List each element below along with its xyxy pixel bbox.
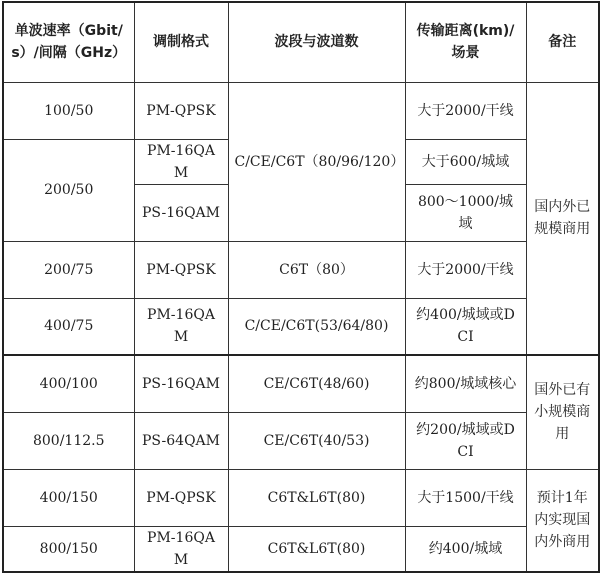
- modulation-cell: PM-QPSK: [134, 469, 228, 526]
- modulation-cell: PM-16QAM: [134, 298, 228, 355]
- table-row: [3, 298, 599, 355]
- distance-cell: 大于2000/干线: [405, 82, 526, 139]
- table-row: [3, 469, 599, 526]
- table-row: [3, 82, 599, 139]
- remark-cell: 预计1年内实现国内外商用: [526, 469, 599, 572]
- band-cell: C6T&L6T(80): [228, 526, 405, 572]
- band-cell: CE/C6T(48/60): [228, 355, 405, 412]
- band-cell: C6T&L6T(80): [228, 469, 405, 526]
- distance-cell: 大于1500/干线: [405, 469, 526, 526]
- modulation-cell: PS-64QAM: [134, 412, 228, 469]
- header-row: [3, 2, 599, 82]
- table-row: [3, 412, 599, 469]
- modulation-cell: PS-16QAM: [134, 184, 228, 241]
- distance-cell: 约400/城域: [405, 526, 526, 572]
- distance-cell: 大于600/城域: [405, 139, 526, 184]
- modulation-cell: PM-16QAM: [134, 139, 228, 184]
- band-cell: C/CE/C6T(53/64/80): [228, 298, 405, 355]
- band-cell: C/CE/C6T（80/96/120）: [228, 82, 405, 241]
- distance-cell: 约800/城域核心: [405, 355, 526, 412]
- modulation-cell: PM-QPSK: [134, 82, 228, 139]
- table-row: [3, 241, 599, 298]
- rate-cell: 400/100: [3, 355, 134, 412]
- header-band: 波段与波道数: [228, 2, 405, 82]
- table-row: [3, 355, 599, 412]
- rate-cell: 200/75: [3, 241, 134, 298]
- table-row: [3, 526, 599, 572]
- distance-cell: 800～1000/城域: [405, 184, 526, 241]
- rate-cell: 400/75: [3, 298, 134, 355]
- modulation-cell: PM-16QAM: [134, 526, 228, 572]
- spec-table: [2, 1, 600, 573]
- header-distance: 传输距离(km)/场景: [405, 2, 526, 82]
- rate-cell: 400/150: [3, 469, 134, 526]
- rate-cell: 800/112.5: [3, 412, 134, 469]
- distance-cell: 约400/城域或DCI: [405, 298, 526, 355]
- rate-cell: 100/50: [3, 82, 134, 139]
- remark-cell: 国外已有小规模商用: [526, 355, 599, 469]
- band-cell: CE/C6T(40/53): [228, 412, 405, 469]
- remark-cell: 国内外已规模商用: [526, 82, 599, 355]
- distance-cell: 约200/城域或DCI: [405, 412, 526, 469]
- rate-cell: 200/50: [3, 139, 134, 241]
- modulation-cell: PM-QPSK: [134, 241, 228, 298]
- header-rate: 单波速率（Gbit/s）/间隔（GHz）: [3, 2, 134, 82]
- rate-cell: 800/150: [3, 526, 134, 572]
- distance-cell: 大于2000/干线: [405, 241, 526, 298]
- band-cell: C6T（80）: [228, 241, 405, 298]
- modulation-cell: PS-16QAM: [134, 355, 228, 412]
- header-remark: 备注: [526, 2, 599, 82]
- header-modulation: 调制格式: [134, 2, 228, 82]
